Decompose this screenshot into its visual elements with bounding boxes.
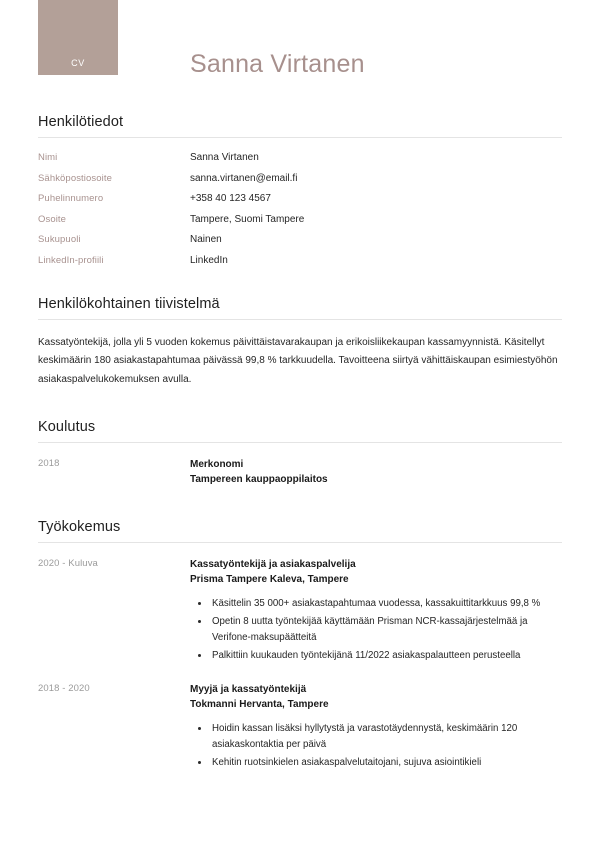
section-title-personal-details: Henkilötiedot: [38, 114, 124, 130]
experience-entry-employer: Tokmanni Hervanta, Tampere: [190, 699, 329, 711]
section-divider: [38, 137, 562, 138]
section-summary: [38, 296, 562, 390]
info-value: +358 40 123 4567: [190, 193, 271, 204]
education-entry-degree: Merkonomi: [190, 459, 244, 470]
list-item: Kehitin ruotsinkielen asiakaspalvelutaitojani, sujuva asiointikieli: [206, 755, 562, 771]
education-entry-date: 2018: [38, 458, 60, 469]
section-title-summary: Henkilökohtainen tiivistelmä: [38, 295, 220, 312]
info-value-linkedin[interactable]: LinkedIn: [190, 254, 228, 266]
experience-entry-role: Kassatyöntekijä ja asiakaspalvelija: [190, 559, 356, 570]
info-row-linkedin: [38, 255, 562, 266]
list-item: Käsittelin 35 000+ asiakastapahtumaa vuodessa, kassakuittitarkkuus 99,8 %: [206, 596, 562, 612]
summary-text: Kassatyöntekijä, jolla yli 5 vuoden kokemus päivittäistavarakaupan ja erikoisliikekaupan kassamyynnistä. Käsitellyt keskimäärin 180 asiakastapahtumaa päivässä 99,8 % tarkkuudella. Tavoitteena siirtyä vähittäiskaupan esimiestyöhön asiakaspalvelukokemuksen avulla.: [38, 336, 558, 385]
cv-badge: [38, 0, 118, 75]
info-label: Nimi: [38, 152, 58, 163]
section-divider: [38, 442, 562, 443]
info-label: Osoite: [38, 213, 67, 225]
experience-entry-employer: Prisma Tampere Kaleva, Tampere: [190, 574, 349, 585]
education-entry-institution: Tampereen kauppaoppilaitos: [190, 474, 328, 485]
cv-header: [0, 0, 600, 100]
section-education: [38, 419, 562, 487]
education-entry: [38, 457, 562, 487]
section-divider: [38, 319, 562, 320]
section-title-experience: Työkokemus: [38, 519, 121, 535]
section-personal-details: [38, 114, 562, 266]
cv-badge-label: CV: [71, 58, 85, 68]
info-row-email: [38, 173, 562, 184]
info-value: sanna.virtanen@email.fi: [190, 172, 298, 184]
info-label: Sähköpostiosoite: [38, 172, 112, 184]
info-row-gender: [38, 234, 562, 245]
experience-entry: [38, 557, 562, 666]
info-value: Nainen: [190, 234, 222, 245]
experience-entry-date: 2020 - Kuluva: [38, 558, 98, 569]
section-experience: [38, 519, 562, 774]
info-value: Sanna Virtanen: [190, 152, 259, 163]
info-value: Tampere, Suomi Tampere: [190, 213, 305, 225]
experience-entry-body: [190, 682, 562, 773]
experience-entry-bullets: [190, 721, 562, 771]
info-label: Puhelinnumero: [38, 193, 104, 204]
list-item: Opetin 8 uutta työntekijää käyttämään Prisman NCR-kassajärjestelmää ja Verifone-maksupäätteitä: [206, 614, 562, 645]
page-title: Sanna Virtanen: [190, 50, 365, 78]
section-title-education: Koulutus: [38, 419, 96, 435]
info-row-address: [38, 214, 562, 225]
info-row-phone: [38, 193, 562, 204]
experience-entry-bullets: [190, 596, 562, 664]
experience-entry-role: Myyjä ja kassatyöntekijä: [190, 684, 307, 696]
experience-entry: [38, 682, 562, 773]
experience-entry-body: [190, 557, 562, 666]
list-item: Hoidin kassan lisäksi hyllytystä ja varastotäydennystä, keskimäärin 120 asiakaskontaktia per päivä: [206, 721, 562, 752]
info-label: Sukupuoli: [38, 234, 81, 245]
info-label: LinkedIn-profiili: [38, 254, 104, 266]
education-entry-body: [190, 457, 562, 487]
info-row-nimi: [38, 152, 562, 163]
list-item: Palkittiin kuukauden työntekijänä 11/2022 asiakaspalautteen perusteella: [206, 648, 562, 664]
section-divider: [38, 542, 562, 543]
experience-entry-date: 2018 - 2020: [38, 683, 90, 695]
